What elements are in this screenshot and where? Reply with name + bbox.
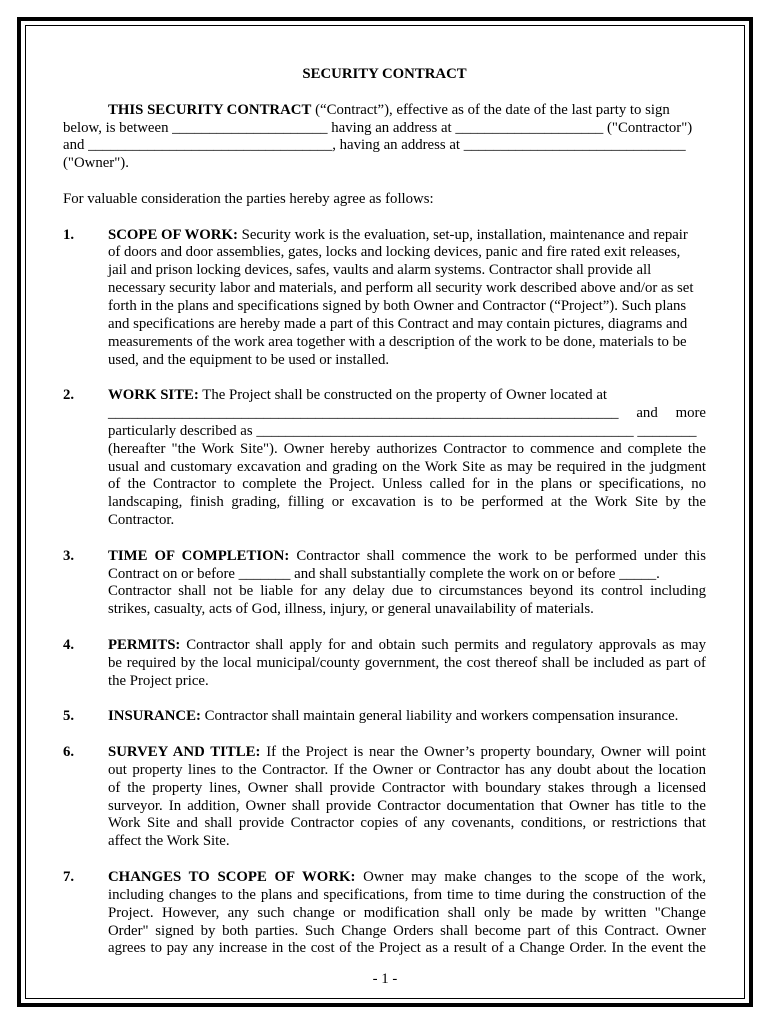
text-line: strikes, casualty, acts of God, illness, injury, or general unavailability of materials. bbox=[108, 601, 594, 618]
document-title: SECURITY CONTRACT bbox=[302, 66, 467, 82]
text-line: the Project price. bbox=[108, 672, 209, 689]
section-text: Owner may make changes to the scope of the work, bbox=[355, 868, 706, 885]
section-body bbox=[108, 548, 706, 619]
section-2 bbox=[63, 387, 706, 530]
text-line: jail and prison locking devices, safes, vaults and alarm systems. Contractor shall provide all bbox=[108, 262, 652, 279]
text-line: _____________________________________________________________________ and more bbox=[108, 405, 706, 422]
text-line: measurements of the work area together with a description of the work to be done, materials to be bbox=[108, 333, 687, 350]
text-line: be required by the local municipal/county government, the cost thereof shall be included as part of bbox=[108, 654, 706, 671]
section-heading: CHANGES TO SCOPE OF WORK: bbox=[108, 868, 356, 885]
text-line: including changes to the plans and specifications, from time to time during the construction of the bbox=[108, 886, 706, 903]
section-number: 7. bbox=[63, 868, 75, 885]
consideration-paragraph bbox=[63, 191, 706, 209]
text-line: For valuable consideration the parties hereby agree as follows: bbox=[63, 190, 434, 207]
text-line: (hereafter "the Work Site"). Owner hereby authorizes Contractor to commence and complete the bbox=[108, 440, 706, 457]
section-number: 1. bbox=[63, 226, 75, 243]
section-body bbox=[108, 708, 706, 726]
text-line bbox=[108, 227, 706, 245]
text-line: Contractor. bbox=[108, 512, 175, 529]
text-line: used, and the equipment to be used or installed. bbox=[108, 351, 390, 368]
section-body bbox=[108, 227, 706, 370]
text-line: affect the Work Site. bbox=[108, 833, 230, 850]
text-line: particularly described as ___________________________________________________ ________ bbox=[108, 422, 697, 439]
page-number: - 1 - bbox=[372, 971, 398, 987]
section-body bbox=[108, 387, 706, 530]
intro-text: (“Contract”), effective as of the date of the last party to sign bbox=[311, 101, 670, 118]
text-line bbox=[108, 708, 706, 726]
section-1 bbox=[63, 227, 706, 370]
text-line: agrees to pay any increase in the cost of the Project as a result of a Change Order. In the event the bbox=[108, 940, 706, 957]
text-line: of the Contractor to complete the Project. Unless called for in the plans or specifications, no bbox=[108, 476, 706, 493]
text-line: usual and customary excavation and grading on the Work Site as may be required in the judgment bbox=[108, 458, 706, 475]
section-4 bbox=[63, 637, 706, 691]
text-line: ("Owner"). bbox=[63, 155, 129, 172]
section-heading: TIME OF COMPLETION: bbox=[108, 547, 290, 564]
section-text: The Project shall be constructed on the property of Owner located at bbox=[198, 387, 608, 404]
section-text: Contractor shall apply for and obtain such permits and regulatory approvals as may bbox=[180, 637, 706, 653]
section-text: Contractor shall commence the work to be performed under this bbox=[289, 547, 706, 564]
section-number: 2. bbox=[63, 387, 75, 404]
section-heading: INSURANCE: bbox=[108, 708, 201, 725]
section-heading: SCOPE OF WORK: bbox=[108, 226, 238, 243]
section-text: If the Project is near the Owner’s property boundary, Owner will point bbox=[260, 744, 706, 761]
text-line: and specifications are hereby made a part of this Contract and may contain pictures, diagrams and bbox=[108, 315, 688, 332]
document-body bbox=[63, 66, 706, 976]
section-number: 6. bbox=[63, 744, 75, 761]
text-line bbox=[108, 744, 706, 762]
intro-lead: THIS SECURITY CONTRACT bbox=[108, 101, 312, 118]
section-heading: SURVEY AND TITLE: bbox=[108, 744, 261, 761]
text-line: Contract on or before _______ and shall substantially complete the work on or before _____. bbox=[108, 565, 660, 582]
section-number: 4. bbox=[63, 637, 75, 653]
section-number: 5. bbox=[63, 708, 75, 725]
text-line: necessary security labor and materials, and perform all security work described above and/or as set bbox=[108, 280, 694, 297]
text-line: below, is between _____________________ having an address at ____________________ ("Contractor") bbox=[63, 119, 693, 136]
text-line bbox=[108, 869, 706, 887]
text-line bbox=[63, 102, 706, 120]
section-heading: WORK SITE: bbox=[108, 387, 199, 404]
section-body bbox=[108, 744, 706, 851]
section-6 bbox=[63, 744, 706, 851]
text-line: of the property lines, Owner shall provide Contractor with boundary stakes through a licensed bbox=[108, 779, 706, 796]
section-3 bbox=[63, 548, 706, 619]
section-number: 3. bbox=[63, 547, 75, 564]
text-line: out property lines to the Contractor. If the Owner or Contractor has any doubt about the location bbox=[108, 761, 706, 778]
text-line bbox=[108, 637, 706, 655]
text-line: Work Site and shall provide Contractor copies of any covenants, conditions, or restrictions that bbox=[108, 815, 706, 832]
text-line: forth in the plans and specifications signed by both Owner and Contractor (“Project”). Such plans bbox=[108, 297, 687, 314]
intro-paragraph bbox=[63, 102, 706, 173]
section-heading: PERMITS: bbox=[108, 637, 181, 653]
section-body bbox=[108, 869, 706, 958]
section-7 bbox=[63, 869, 706, 958]
section-text: Contractor shall maintain general liability and workers compensation insurance. bbox=[200, 708, 679, 725]
text-line: Order" signed by both parties. Such Change Orders shall become part of this Contract. Owner bbox=[108, 922, 706, 939]
text-line: landscaping, finish grading, filling or excavation is to be performed at the Work Site by the bbox=[108, 494, 706, 511]
text-line: Project. However, any such change or modification shall only be made by written "Change bbox=[108, 904, 706, 921]
section-text: Security work is the evaluation, set-up, installation, maintenance and repair bbox=[237, 226, 688, 243]
text-line: and _________________________________, having an address at ______________________________ bbox=[63, 137, 686, 154]
text-line bbox=[108, 387, 706, 405]
text-line: Contractor shall not be liable for any delay due to circumstances beyond its control including bbox=[108, 583, 706, 600]
text-line: of doors and door assemblies, gates, locks and locking devices, panic and fire rated exit releases, bbox=[108, 244, 681, 261]
text-line bbox=[108, 548, 706, 566]
section-5 bbox=[63, 708, 706, 726]
text-line: surveyor. In addition, Owner shall provide Contractor documentation that Owner has title to the bbox=[108, 797, 706, 814]
section-body bbox=[108, 637, 706, 691]
